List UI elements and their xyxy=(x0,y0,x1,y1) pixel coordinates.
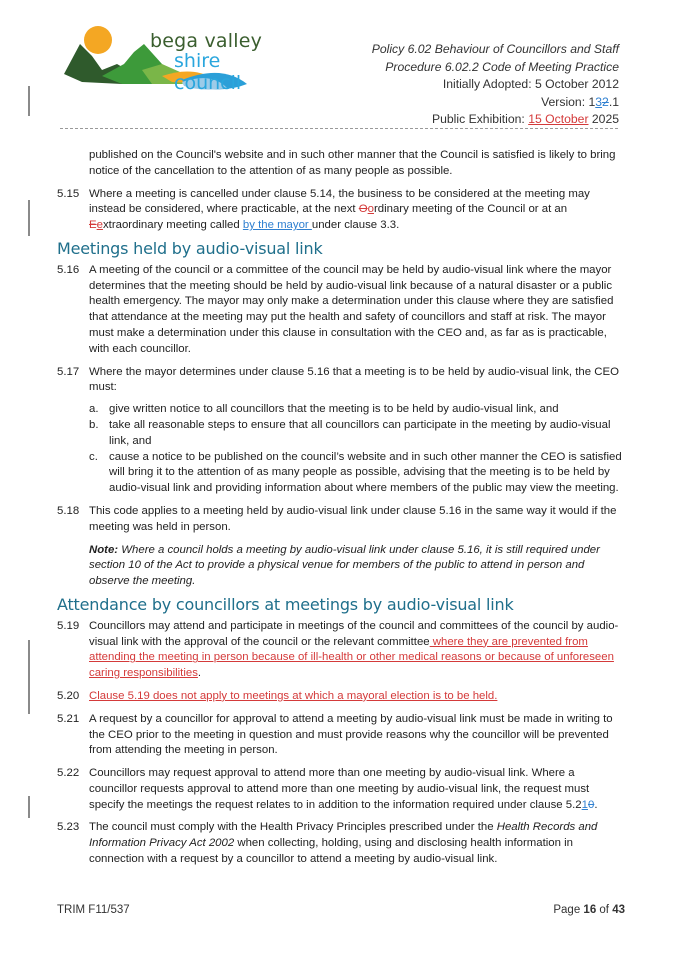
page-number: Page 16 of 43 xyxy=(553,904,625,916)
version-line: Version: 132.1 xyxy=(541,94,619,109)
clause-5-23: 5.23 The council must comply with the Health Privacy Principles prescribed under the Health Records and Information Privacy Act 2002 when collecting, holding, using and disclosing health information in connection with a request by a councillor to attend a meeting by audio-visual link. xyxy=(57,821,598,866)
change-bar xyxy=(28,86,30,116)
exhibition-line: Public Exhibition: 15 October 2025 xyxy=(432,112,619,126)
clause-5-18: 5.18 This code applies to a meeting held by audio-visual link under clause 5.16 in the same way it would if the meeting was held in person. xyxy=(57,504,617,533)
exhibition-date-inserted: 15 October xyxy=(528,112,589,126)
header-divider xyxy=(60,128,618,129)
clause-5-19: 5.19 Councillors may attend and participate in meetings of the council and committees of the council by audio-visual link with the approval of the council or the relevant committee where they are prevented from attending the meeting in person because of ill-health or other medical reasons or because of unforeseen caring responsibilities. xyxy=(57,619,619,680)
change-bar xyxy=(28,796,30,818)
section-heading-audio-visual: Meetings held by audio-visual link xyxy=(57,238,323,258)
clause-5-15: 5.15 Where a meeting is cancelled under clause 5.14, the business to be considered at the meeting may instead be considered, where practicable, at the next Oordinary meeting of the Council or at an Eextraordinary meeting called by the mayor under clause 3.3. xyxy=(57,187,590,232)
change-bar xyxy=(28,200,30,236)
procedure-line: Procedure 6.02.2 Code of Meeting Practice xyxy=(385,59,619,74)
version-inserted: 3 xyxy=(595,94,603,109)
list-item: b. take all reasonable steps to ensure that all councillors can participate in the meeting by audio-visual link, and xyxy=(89,418,611,447)
document-body xyxy=(57,148,622,875)
list-item: c. cause a notice to be published on the council’s website and in such other manner the CEO is satisfied will bring it to the attention of as many people as possible, advising that the meeting is to be held by audio-visual link and providing information about where members of the public may view the meeting. xyxy=(89,450,622,495)
note-5-18: Note: Where a council holds a meeting by audio-visual link under clause 5.16, it is still required under section 10 of the Act to provide a physical venue for members of the public to attend in person and observe the meeting. xyxy=(89,543,600,588)
clause-5-16: 5.16 A meeting of the council or a committee of the council may be held by audio-visual link where the mayor determines that the meeting should be held by audio-visual link because of a natural disaster or a public health emergency. The mayor may only make a determination under this clause where they are satisfied that attendance at the meeting may put the health and safety of councillors and staff at risk. The mayor must make a determination under this clause in consultation with the CEO and, as far as is practicable, with each councillor. xyxy=(57,263,614,355)
version-deleted: 2 xyxy=(602,94,609,109)
logo-text-shire-council: shire council xyxy=(174,50,242,94)
change-bar xyxy=(28,640,30,714)
clause-5-17: 5.17 Where the mayor determines under clause 5.16 that a meeting is to be held by audio-visual link, the CEO must: xyxy=(57,365,619,394)
section-heading-attendance: Attendance by councillors at meetings by audio-visual link xyxy=(57,594,514,614)
clause-5-21: 5.21 A request by a councillor for approval to attend a meeting by audio-visual link must be made in writing to the CEO prior to the meeting in question and must provide reasons why the councillor will be prevented from attending the meeting in person. xyxy=(57,712,613,757)
clause-5-17-list xyxy=(57,402,622,497)
intro-continuation: published on the Council's website and in such other manner that the Council is satisfied is likely to bring notice of the cancellation to the attention of as many people as possible. xyxy=(89,149,616,177)
adopted-line: Initially Adopted: 5 October 2012 xyxy=(442,77,619,91)
clause-5-20: 5.20 Clause 5.19 does not apply to meetings at which a mayoral election is to be held. xyxy=(57,689,498,702)
council-logo xyxy=(62,24,280,94)
policy-line: Policy 6.02 Behaviour of Councillors and Staff xyxy=(371,42,619,56)
clause-5-22: 5.22 Councillors may request approval to attend more than one meeting by audio-visual link. Where a councillor requests approval to attend more than one meeting by audio-visual link, the request must specify the meetings the request relates to in addition to the information required under clause 5.210. xyxy=(57,767,598,811)
logo-text-bega-valley: bega valley xyxy=(150,30,263,52)
trim-reference: TRIM F11/537 xyxy=(57,904,130,916)
list-item: a. give written notice to all councillors that the meeting is to be held by audio-visual link, and xyxy=(89,403,559,416)
document-header xyxy=(372,41,619,129)
